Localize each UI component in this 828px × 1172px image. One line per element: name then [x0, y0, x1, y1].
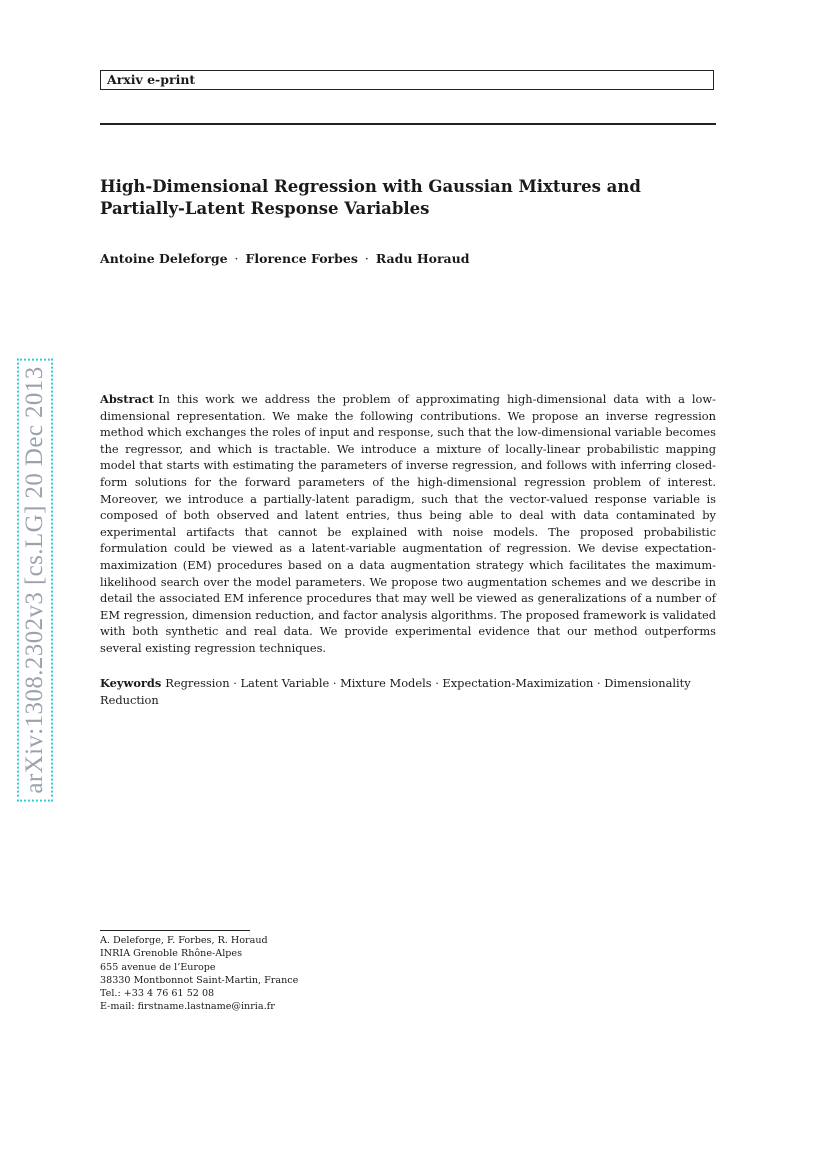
- arxiv-identifier-stamp: [18, 340, 52, 820]
- footnote-line: INRIA Grenoble Rhône-Alpes: [100, 948, 243, 960]
- title-line-2: Partially-Latent Response Variables: [100, 199, 430, 218]
- author-name: Antoine Deleforge: [100, 251, 228, 266]
- author-name: Radu Horaud: [375, 251, 470, 266]
- footnote-line: Tel.: +33 4 76 61 52 08: [100, 988, 215, 1000]
- title-line-1: High-Dimensional Regression with Gaussian Mixtures and: [100, 177, 641, 196]
- keywords-section: [100, 675, 716, 708]
- footnote-line: 38330 Montbonnot Saint-Martin, France: [100, 974, 299, 986]
- abstract-section: [100, 391, 716, 657]
- author-name: Florence Forbes: [245, 251, 358, 266]
- footnote-rule: [100, 930, 250, 931]
- journal-name: Arxiv e-print: [107, 72, 196, 87]
- author-affiliation-footnote: [100, 934, 600, 1014]
- author-separator: ·: [234, 251, 239, 266]
- header-rule: [100, 123, 716, 125]
- abstract-text: In this work we address the problem of approximating high-dimensional data with a low-dimensional representation. We make the following contributions. We propose an inverse regression method which exchanges the roles of input and response, such that the low-dimensional variable becomes the regressor, and which is tractable. We introduce a mixture of locally-linear probabilistic mapping model that starts with estimating the parameters of inverse regression, and follows with inferring closed-form solutions for the forward parameters of the high-dimensional regression problem of interest. Moreover, we introduce a partially-latent paradigm, such that the vector-valued response variable is composed of both observed and latent entries, thus being able to deal with data contaminated by experimental artifacts that cannot be explained with noise models. The proposed probabilistic formulation could be viewed as a latent-variable augmentation of regression. We devise expectation-maximization (EM) procedures based on a data augmentation strategy which facilitates the maximum-likelihood search over the model parameters. We propose two augmentation schemes and we describe in detail the associated EM inference procedures that may well be viewed as generalizations of a number of EM regression, dimension reduction, and factor analysis algorithms. The proposed framework is validated with both synthetic and real data. We provide experimental evidence that our method outperforms several existing regression techniques.: [100, 392, 716, 655]
- author-separator: ·: [364, 251, 369, 266]
- keywords-text: Regression · Latent Variable · Mixture Models · Expectation-Maximization · Dimensionality Reduction: [100, 676, 691, 707]
- footnote-line: E-mail: firstname.lastname@inria.fr: [100, 1001, 275, 1013]
- author-list: [100, 250, 716, 268]
- paper-title: [100, 176, 716, 220]
- footnote-line: 655 avenue de l’Europe: [100, 961, 216, 973]
- keywords-label: Keywords: [100, 676, 162, 690]
- arxiv-identifier: arXiv:1308.2302v3 [cs.LG] 20 Dec 2013: [17, 358, 53, 801]
- abstract-label: Abstract: [100, 392, 155, 406]
- journal-header-box: [100, 70, 714, 90]
- footnote-line: A. Deleforge, F. Forbes, R. Horaud: [100, 935, 268, 946]
